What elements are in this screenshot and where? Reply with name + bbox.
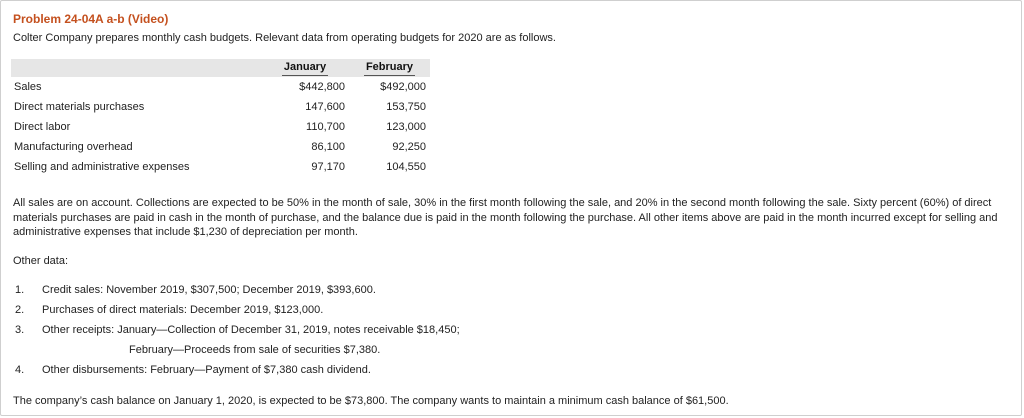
list-item xyxy=(15,284,376,296)
blank-header-cell xyxy=(11,59,261,77)
other-data-label: Other data: xyxy=(13,255,69,267)
item-text: Other disbursements: February—Payment of $7,380 cash dividend. xyxy=(42,364,371,376)
collections-paragraph: All sales are on account. Collections are expected to be 50% in the month of sale, 30% in the first month following the sale, and 20% in the second month following the sale. Sixty percent (60%) of direct materials purchases are paid in cash in the month of purchase, and the balance due is paid in the month following the purchase. All other items above are paid in the month incurred except for selling and administrative expenses that include $1,230 of depreciation per month. xyxy=(13,197,998,238)
january-value: 97,170 xyxy=(311,161,345,173)
problem-title: Problem 24-04A a-b (Video) xyxy=(13,12,169,26)
february-value: 92,250 xyxy=(392,141,426,153)
row-label: Selling and administrative expenses xyxy=(14,161,190,173)
row-label: Direct materials purchases xyxy=(14,101,145,113)
list-item xyxy=(15,304,323,316)
list-item xyxy=(15,364,371,376)
item-number: 3. xyxy=(15,324,25,336)
item-text: Other receipts: January—Collection of December 31, 2019, notes receivable $18,450; xyxy=(42,324,460,336)
table-row xyxy=(11,77,430,97)
budget-table xyxy=(11,59,430,177)
table-row xyxy=(11,117,430,137)
header-january-label: January xyxy=(282,61,328,76)
list-item xyxy=(15,324,460,336)
january-value: 147,600 xyxy=(305,101,345,113)
row-label: Direct labor xyxy=(14,121,71,133)
january-value: 110,700 xyxy=(306,121,345,133)
header-february-label: February xyxy=(364,61,415,76)
february-value: 123,000 xyxy=(386,121,426,133)
item-3-continuation: February—Proceeds from sale of securities $7,380. xyxy=(129,344,381,356)
row-label: Sales xyxy=(14,81,42,93)
item-number: 1. xyxy=(15,284,25,296)
item-number: 2. xyxy=(15,304,25,316)
header-february xyxy=(349,59,430,77)
february-value: 104,550 xyxy=(386,161,426,173)
header-january xyxy=(261,59,349,77)
january-value: 86,100 xyxy=(311,141,345,153)
table-row xyxy=(11,137,430,157)
row-label: Manufacturing overhead xyxy=(14,141,133,153)
february-value: $492,000 xyxy=(380,81,426,93)
table-row xyxy=(11,157,430,177)
february-value: 153,750 xyxy=(386,101,426,113)
item-text: Purchases of direct materials: December 2019, $123,000. xyxy=(42,304,324,316)
item-number: 4. xyxy=(15,364,25,376)
intro-text: Colter Company prepares monthly cash budgets. Relevant data from operating budgets for 2020 are as follows. xyxy=(13,32,556,44)
table-row xyxy=(11,97,430,117)
table-header-row xyxy=(11,59,430,77)
january-value: $442,800 xyxy=(299,81,345,93)
cash-balance-text: The company’s cash balance on January 1, 2020, is expected to be $73,800. The company wants to maintain a minimum cash balance of $61,500. xyxy=(13,395,729,407)
item-text: Credit sales: November 2019, $307,500; December 2019, $393,600. xyxy=(42,284,376,296)
